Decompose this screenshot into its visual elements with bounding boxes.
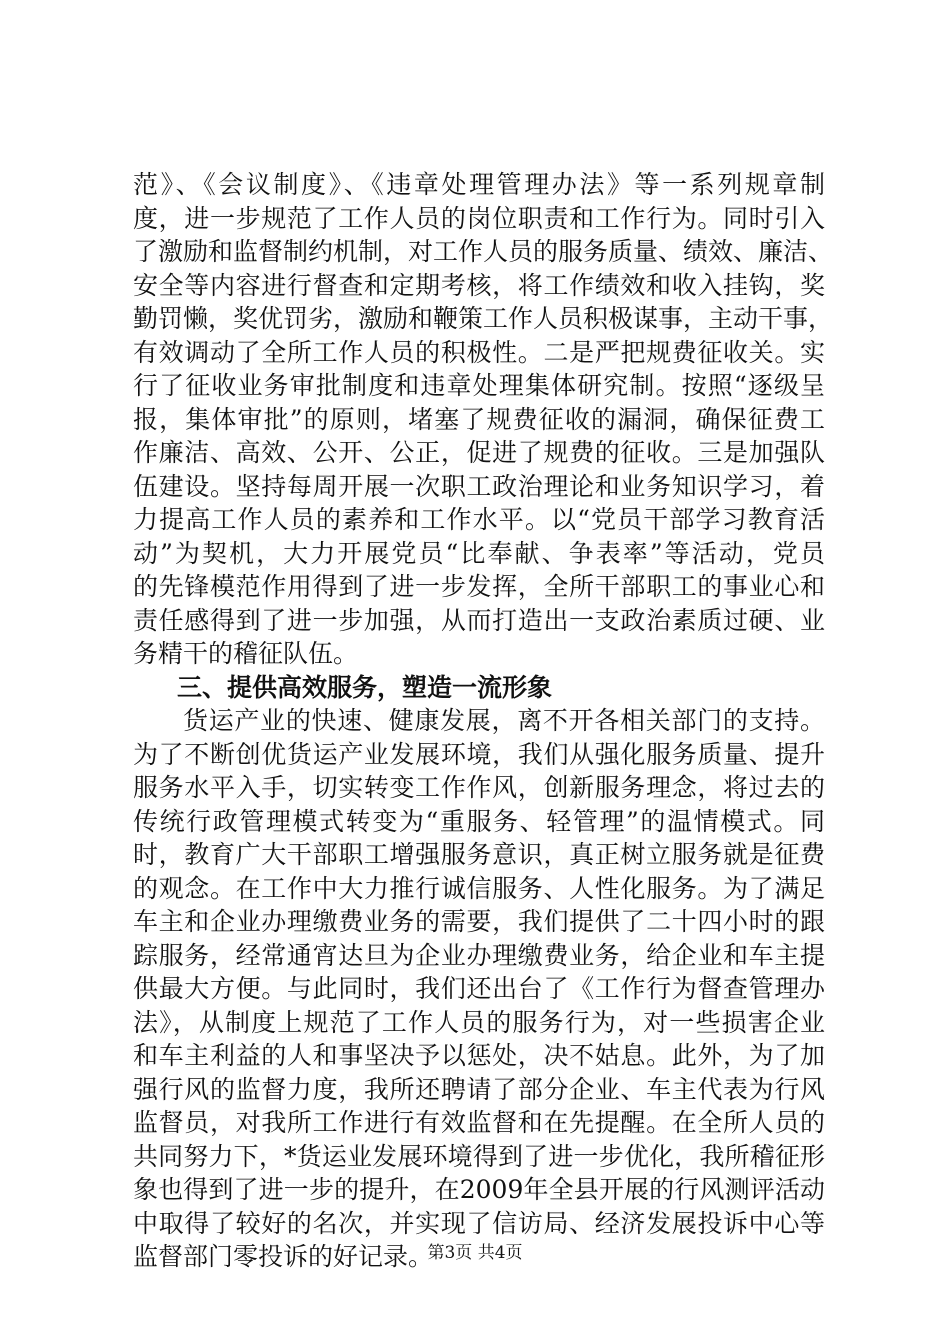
paragraph-line: 中取得了较好的名次，并实现了信访局、经济发展投诉中心等 <box>133 1208 825 1238</box>
paragraph-line: 了激励和监督制约机制，对工作人员的服务质量、绩效、廉洁、 <box>133 237 834 266</box>
paragraph-line: 强行风的监督力度，我所还聘请了部分企业、车主代表为行风 <box>133 1074 825 1104</box>
paragraph-line: 为了不断创优货运产业发展环境，我们从强化服务质量、提升 <box>133 739 825 769</box>
section-heading: 三、提供高效服务，塑造一流形象 <box>177 672 553 702</box>
document-body <box>133 168 834 1274</box>
paragraph-line: 范》、《会议制度》、《违章处理管理办法》等一系列规章制 <box>133 170 825 199</box>
paragraph-line: 踪服务，经常通宵达旦为企业办理缴费业务，给企业和车主提 <box>133 940 825 970</box>
paragraph-line: 共同努力下，*货运业发展环境得到了进一步优化，我所稽征形 <box>133 1141 825 1171</box>
paragraph-line: 供最大方便。与此同时，我们还出台了《工作行为督查管理办 <box>133 974 825 1003</box>
paragraph-line: 务精干的稽征队伍。 <box>133 639 359 668</box>
paragraph-line: 的先锋模范作用得到了进一步发挥，全所干部职工的事业心和 <box>133 572 825 601</box>
paragraph-line: 的观念。在工作中大力推行诚信服务、人性化服务。为了满足 <box>133 873 825 903</box>
paragraph-line: 货运产业的快速、健康发展，离不开各相关部门的支持。 <box>183 706 825 735</box>
paragraph-line: 时，教育广大干部职工增强服务意识，真正树立服务就是征费 <box>133 840 825 869</box>
paragraph-line: 服务水平入手，切实转变工作作风，创新服务理念，将过去的 <box>133 773 825 802</box>
paragraph-line: 监督员，对我所工作进行有效监督和在先提醒。在全所人员的 <box>133 1108 825 1137</box>
paragraph-line: 有效调动了全所工作人员的积极性。二是严把规费征收关。实 <box>133 337 825 367</box>
paragraph-line: 车主和企业办理缴费业务的需要，我们提供了二十四小时的跟 <box>133 907 825 936</box>
paragraph-line: 勤罚懒，奖优罚劣，激励和鞭策工作人员积极谋事，主动干事， <box>133 304 834 333</box>
paragraph-line: 和车主利益的人和事坚决予以惩处，决不姑息。此外，为了加 <box>133 1041 825 1070</box>
paragraph-line: 法》，从制度上规范了工作人员的服务行为，对一些损害企业 <box>133 1007 825 1037</box>
paragraph-line: 伍建设。坚持每周开展一次职工政治理论和业务知识学习，着 <box>133 471 825 501</box>
paragraph-line: 报，集体审批”的原则，堵塞了规费征收的漏洞，确保征费工 <box>133 404 825 434</box>
paragraph-line: 作廉洁、高效、公开、公正，促进了规费的征收。三是加强队 <box>133 438 825 467</box>
paragraph-line: 安全等内容进行督查和定期考核，将工作绩效和收入挂钩，奖 <box>133 270 825 300</box>
paragraph-line: 度，进一步规范了工作人员的岗位职责和工作行为。同时引入 <box>133 203 825 233</box>
paragraph-line: 行了征收业务审批制度和违章处理集体研究制。按照“逐级呈 <box>133 371 825 400</box>
paragraph-line: 象也得到了进一步的提升，在2009年全县开展的行风测评活动 <box>133 1175 825 1204</box>
page-number-footer: 第3页 共4页 <box>427 1243 523 1263</box>
paragraph-line: 监督部门零投诉的好记录。 <box>133 1242 434 1271</box>
paragraph-line: 动”为契机，大力开展党员“比奉献、争表率”等活动，党员 <box>133 538 825 568</box>
paragraph-line: 力提高工作人员的素养和工作水平。以“党员干部学习教育活 <box>133 505 825 534</box>
paragraph-line: 责任感得到了进一步加强，从而打造出一支政治素质过硬、业 <box>133 605 825 635</box>
paragraph-line: 传统行政管理模式转变为“重服务、轻管理”的温情模式。同 <box>133 806 825 836</box>
